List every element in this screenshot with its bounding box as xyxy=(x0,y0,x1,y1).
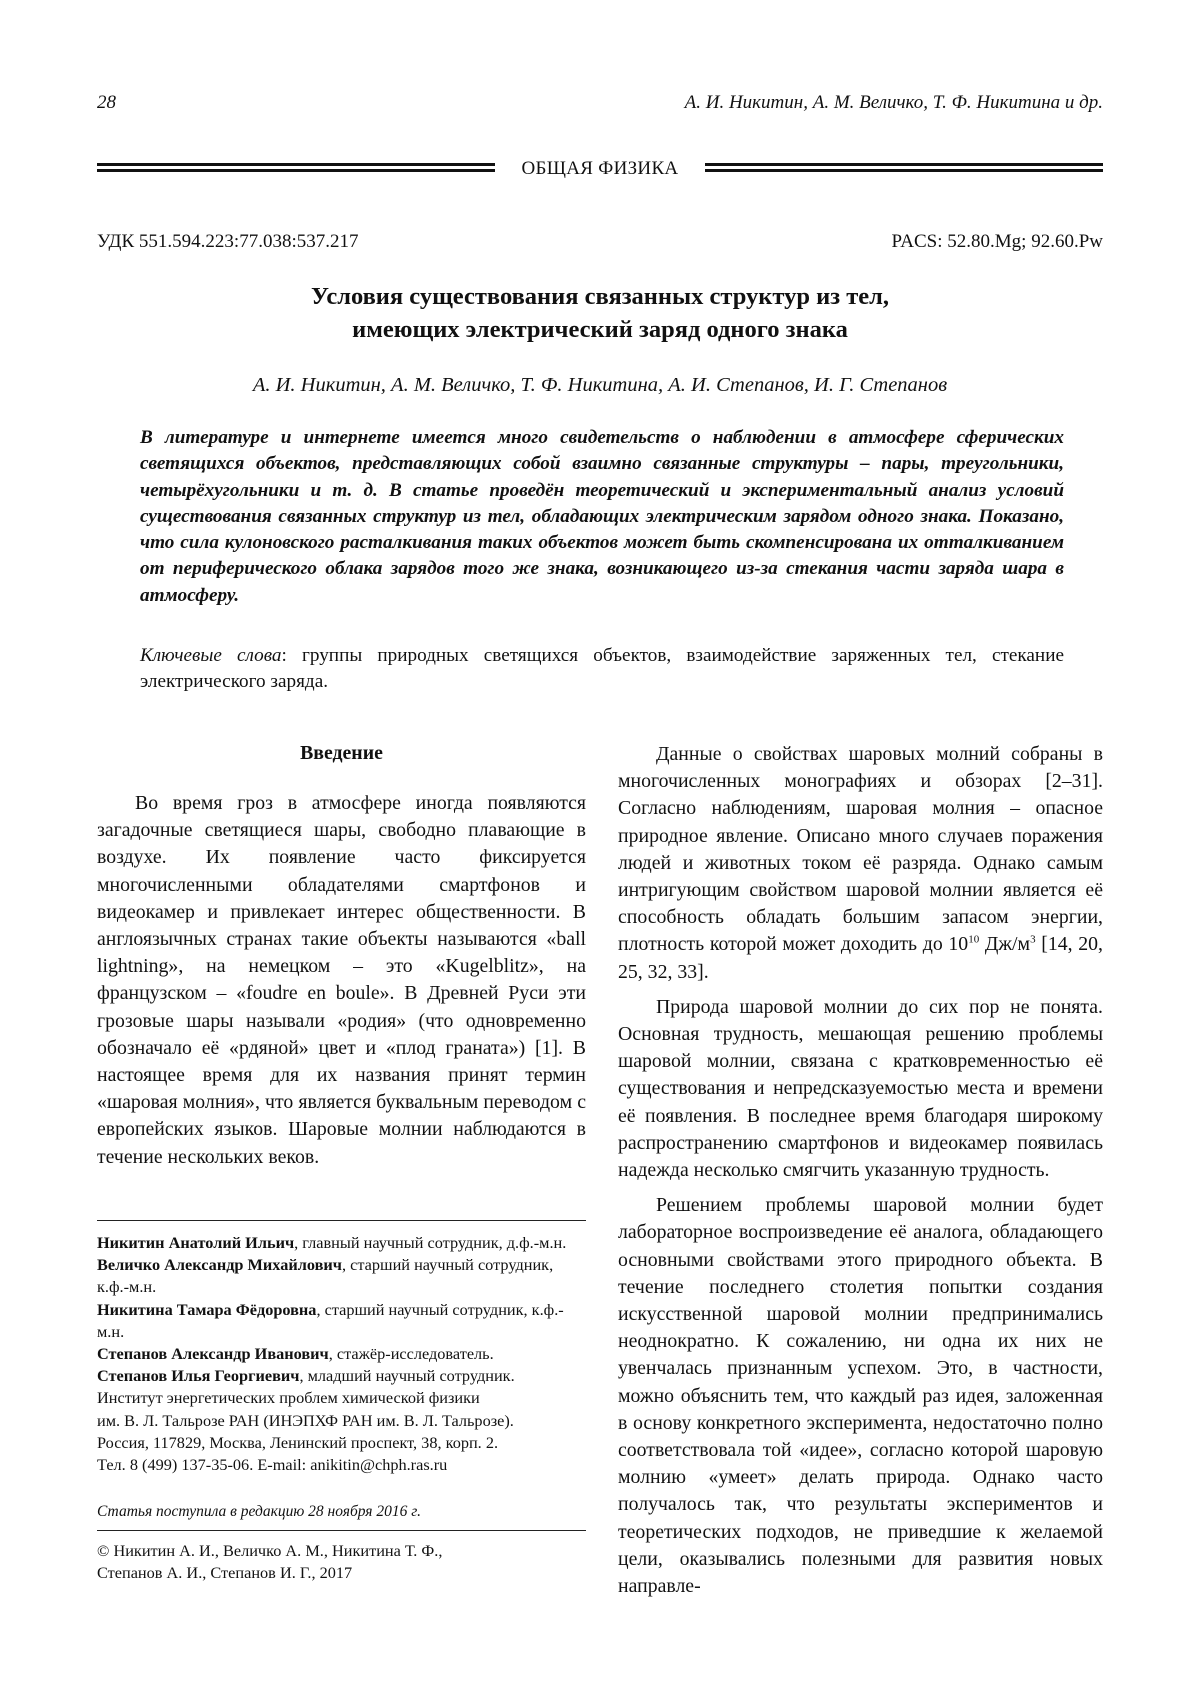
p2-refs: [14, 20, 25, 32, 33]. xyxy=(618,933,1103,983)
rule-right xyxy=(705,163,1103,173)
footnote-author xyxy=(97,1232,586,1254)
keywords-text: : группы природных светящихся объектов, взаимодействие заряженных тел, стекание электрического заряда. xyxy=(140,645,1064,693)
copyright-line-2: Степанов А. И., Степанов И. Г., 2017 xyxy=(97,1563,353,1583)
keywords-label: Ключевые слова xyxy=(140,645,282,666)
p2-text: Данные о свойствах шаровых молний собраны в многочисленных монографиях и обзорах [2–31]. Согласно наблюдениям, шаровая молния – опасное природное явление. Описано много случаев поражения людей и животных током её разряда. Однако самым интригующим свойством шаровой молнии является её способность обладать большим запасом энергии, плотность которой может доходить до 10 xyxy=(618,743,1103,956)
footnote-author-name: Величко Александр Михайлович xyxy=(97,1255,342,1275)
intro-paragraph-2 xyxy=(618,741,1103,986)
footnote-author-role: , главный научный сотрудник, д.ф.-м.н. xyxy=(294,1233,567,1252)
footnote-author-role: , младший научный сотрудник. xyxy=(299,1366,515,1386)
footnote-divider xyxy=(97,1220,586,1221)
institute-line-1: Институт энергетических проблем химической физики xyxy=(97,1388,480,1408)
footnote-author-name: Никитин Анатолий Ильич xyxy=(97,1233,295,1252)
footnote-author xyxy=(97,1365,586,1387)
right-column xyxy=(618,741,1103,1608)
footnote-author-name: Степанов Илья Георгиевич xyxy=(97,1366,300,1386)
copyright xyxy=(97,1540,586,1584)
footnote-author xyxy=(97,1254,586,1298)
intro-paragraph-1: Во время гроз в атмосфере иногда появляются загадочные светящиеся шары, свободно плавающие в воздухе. Их появление часто фиксируется многочисленными обладателями смартфонов и видеокамер и привлекает интерес общественности. В англоязычных странах такие объекты называются «ball lightning», на немецком – это «Kugelblitz», на французском – «foudre en boule». В Древней Руси эти грозовые шары называли «родия» (что одновременно обозначало её «рдяной» цвет и «плод граната») [1]. В настоящее время для их названия принят термин «шаровая молния», что является буквальным переводом с европейских языков. Шаровые молнии наблюдаются в течение нескольких веков. xyxy=(97,792,586,1168)
footnote-author-role: , стажёр-исследователь. xyxy=(328,1344,494,1364)
footnote-author-name: Никитина Тамара Фёдоровна xyxy=(97,1299,317,1319)
author-footnote xyxy=(97,1232,586,1476)
pacs-code: PACS: 52.80.Mg; 92.60.Pw xyxy=(891,231,1103,252)
left-column xyxy=(97,790,586,1179)
intro-heading: Введение xyxy=(300,742,383,764)
p2-unit: Дж/м xyxy=(979,933,1031,956)
footnote-author-name: Степанов Александр Иванович xyxy=(97,1344,329,1364)
section-label: ОБЩАЯ ФИЗИКА xyxy=(521,158,679,179)
contact-info: Тел. 8 (499) 137-35-06. E-mail: anikitin@chph.ras.ru xyxy=(97,1455,448,1475)
received-date: Статья поступила в редакцию 28 ноября 2016 г. xyxy=(97,1503,421,1520)
copyright-divider xyxy=(97,1530,586,1531)
page-number: 28 xyxy=(97,92,116,113)
footnote-author xyxy=(97,1299,586,1343)
abstract: В литературе и интернете имеется много свидетельств о наблюдении в атмосфере сферических светящихся объектов, представляющих собой взаимно связанные структуры – пары, треугольники, четырёхугольники и т. д. В статье проведён теоретический и экспериментальный анализ условий существования связанных структур из тел, обладающих электрическим зарядом одного знака. Показано, что сила кулоновского расталкивания таких объектов может быть скомпенсирована их отталкиванием от периферического облака зарядов того же знака, возникающего из-за стекания части заряда шара в атмосферу. xyxy=(140,427,1064,606)
institute-address: Россия, 117829, Москва, Ленинский проспект, 38, корп. 2. xyxy=(97,1432,499,1452)
author-list: А. И. Никитин, А. М. Величко, Т. Ф. Никитина, А. И. Степанов, И. Г. Степанов xyxy=(252,374,948,396)
title-line-2: имеющих электрический заряд одного знака xyxy=(352,316,848,343)
copyright-line-1: © Никитин А. И., Величко А. М., Никитина Т. Ф., xyxy=(97,1541,443,1560)
footnote-author-role: , старший научный сотрудник, к.ф.-м.н. xyxy=(97,1255,554,1297)
p2-exponent: 10 xyxy=(968,933,980,946)
p2-unit-exponent: 3 xyxy=(1030,933,1036,946)
section-band xyxy=(97,158,1103,182)
intro-paragraph-4: Решением проблемы шаровой молнии будет лабораторное воспроизведение её аналога, обладающего основными свойствами этого природного объекта. В течение последнего столетия попытки создания искусственной шаровой молнии предпринимались неоднократно. К сожалению, ни одна их них не увенчалась признанным успехом. Это, в частности, можно объяснить тем, что каждый раз идея, заложенная в основу конкретного эксперимента, недостаточно полно соответствовала той «идее», согласно которой шаровую молнию «умеет» делать природа. Однако часто получалось так, что результаты экспериментов и теоретических подходов, не приведшие к желаемой цели, оказывались полезными для развития новых направле- xyxy=(618,1194,1103,1598)
title-line-1: Условия существования связанных структур из тел, xyxy=(310,283,889,310)
running-head: А. И. Никитин, А. М. Величко, Т. Ф. Никитина и др. xyxy=(684,92,1103,113)
udk-code: УДК 551.594.223:77.038:537.217 xyxy=(97,231,359,252)
intro-paragraph-3: Природа шаровой молнии до сих пор не понята. Основная трудность, мешающая решению проблемы шаровой молнии, связана с кратковременностью её существования и непредсказуемостью места и времени её появления. В последнее время благодаря широкому распространению смартфонов и видеокамер появилась надежда несколько смягчить указанную трудность. xyxy=(618,995,1103,1182)
footnote-author-role: , старший научный сотрудник, к.ф.-м.н. xyxy=(97,1299,564,1341)
institute-line-2: им. В. Л. Тальрозе РАН (ИНЭПХФ РАН им. В. Л. Тальрозе). xyxy=(97,1410,514,1430)
article-title xyxy=(97,280,1103,346)
keywords xyxy=(140,643,1064,696)
footnote-author xyxy=(97,1343,586,1365)
